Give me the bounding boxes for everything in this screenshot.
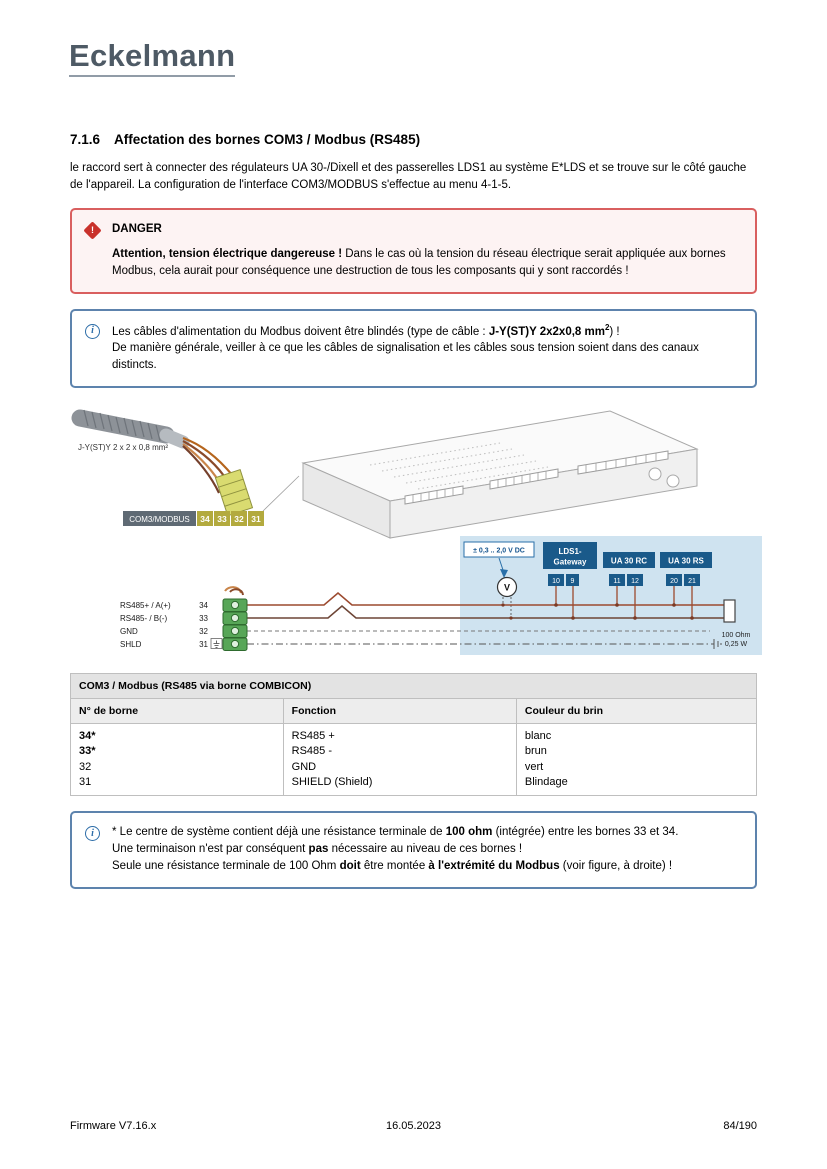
info-box-cable [70, 309, 757, 388]
svg-text:Gateway: Gateway [553, 557, 587, 567]
note-segment: Seule une résistance terminale de 100 Ohm [112, 859, 340, 872]
danger-icon-glyph: ! [91, 225, 94, 236]
section-number: 7.1.6 [70, 132, 101, 147]
signal-label-rs485-plus: RS485+ / A(+) [120, 600, 171, 610]
voltage-range-label [464, 542, 534, 557]
cell-line: 31 [79, 776, 92, 789]
signal-terminal-31: 31 [199, 639, 208, 649]
info-icon [85, 826, 100, 841]
note-bold: doit [339, 859, 361, 872]
note-segment: (intégrée) entre les bornes 33 et 34. [492, 826, 679, 839]
column-header-borne: N° de borne [71, 698, 284, 723]
table-caption: COM3 / Modbus (RS485 via borne COMBICON) [71, 673, 757, 698]
cell-line: RS485 + [291, 729, 335, 742]
table-body-row [71, 723, 757, 796]
signal-terminal-34: 34 [199, 600, 208, 610]
danger-text-body: Dans le cas où la tension du réseau électrique serait appliquée aux bornes Modbus, cela aurait pour conséquence une destruction de tous les composants qui y sont raccordés ! [112, 248, 726, 277]
com3-terminal-32: 32 [234, 513, 244, 524]
info-box-termination [70, 811, 757, 888]
cable-note-segment: Les câbles d'alimentation du Modbus doivent être blindés (type de câble : [112, 325, 489, 338]
wiring-diagram [70, 401, 762, 659]
note-bold: pas [308, 843, 329, 856]
com3-terminal-34: 34 [200, 513, 210, 524]
danger-text-lead: Attention, tension électrique dangereuse ! [112, 248, 343, 261]
resistor-power-label: 0,25 W [724, 640, 748, 648]
eckelmann-logo: Eckelmann [69, 40, 235, 77]
table-cell-borne [71, 723, 284, 796]
note-bold: à l'extrémité du Modbus [428, 859, 560, 872]
termination-note-text [112, 824, 741, 874]
com3-modbus-label: COM3/MODBUS [129, 514, 190, 524]
svg-text:21: 21 [688, 577, 696, 585]
cell-line: blanc [524, 729, 552, 742]
intro-paragraph: le raccord sert à connecter des régulateurs UA 30-/Dixell et des passerelles LDS1 au système E*LDS et se trouve sur le côté gauche de l'appareil. La configuration de l'interface COM3/MODBUS s'effectue au menu 4-1-5. [70, 162, 747, 191]
cable-type-bold: J-Y(ST)Y 2x2x0,8 mm [488, 325, 605, 338]
column-header-fonction: Fonction [283, 698, 516, 723]
signal-label-shld: SHLD [120, 639, 142, 649]
cable-note-text [112, 322, 741, 374]
cell-line: GND [291, 760, 317, 773]
shield-symbol-icon [211, 638, 222, 648]
signal-labels [120, 601, 209, 649]
svg-text:V: V [503, 582, 511, 593]
shielded-cable-illustration [80, 410, 252, 516]
signal-label-rs485-minus: RS485- / B(-) [120, 613, 168, 623]
cell-line: SHIELD (Shield) [291, 776, 373, 789]
footer-page-number: 84/190 [723, 1120, 757, 1132]
table-cell-couleur [516, 723, 756, 796]
com3-modbus-terminal-labels [123, 511, 264, 526]
page-content [70, 132, 757, 889]
cable-type-label: J-Y(ST)Y 2 x 2 x 0,8 mm² [78, 442, 169, 452]
svg-text:± 0,3 .. 2,0 V DC: ± 0,3 .. 2,0 V DC [473, 547, 525, 555]
note-segment: * Le centre de système contient déjà une résistance terminale de [112, 826, 446, 839]
svg-text:20: 20 [670, 577, 678, 585]
footer-firmware: Firmware V7.16.x [70, 1120, 157, 1132]
cell-line: RS485 - [291, 745, 333, 758]
combicon-terminal-block [223, 587, 247, 650]
danger-title: DANGER [112, 223, 162, 236]
com3-table [70, 673, 757, 797]
note-segment: (voir figure, à droite) ! [559, 859, 673, 872]
signal-label-gnd: GND [120, 626, 138, 636]
info-icon-glyph: i [91, 827, 94, 839]
footer-date: 16.05.2023 [385, 1120, 442, 1132]
svg-text:9: 9 [570, 577, 575, 585]
info-icon [85, 324, 100, 339]
wiring-diagram-figure [70, 401, 757, 664]
cell-line: Blindage [524, 776, 568, 789]
svg-text:12: 12 [631, 577, 639, 585]
signal-terminal-33: 33 [199, 613, 208, 623]
info-icon-glyph: i [91, 324, 94, 336]
device-isometric-drawing [263, 411, 697, 538]
cell-line: vert [524, 760, 544, 773]
signal-terminal-32: 32 [199, 626, 208, 636]
page-footer [70, 1120, 757, 1136]
cell-line: 33* [79, 745, 96, 758]
combicon-connector [215, 470, 252, 516]
cable-type-sup: 2 [604, 322, 610, 332]
section-heading [70, 132, 757, 147]
cell-line: 32 [79, 760, 92, 773]
voltmeter [498, 577, 517, 596]
svg-text:UA 30 RS: UA 30 RS [668, 556, 704, 566]
column-header-couleur: Couleur du brin [516, 698, 756, 723]
note-bold: 100 ohm [445, 826, 493, 839]
danger-box [70, 208, 757, 293]
danger-text [112, 246, 741, 280]
note-segment: être montée [360, 859, 429, 872]
note-segment: Une terminaison n'est par conséquent [112, 843, 309, 856]
com3-terminal-31: 31 [251, 513, 261, 524]
svg-text:UA 30 RC: UA 30 RC [610, 556, 648, 566]
svg-text:10: 10 [552, 577, 560, 585]
danger-icon [83, 222, 101, 240]
cell-line: 34* [79, 729, 96, 742]
cell-line: brun [524, 745, 547, 758]
com3-terminal-33: 33 [217, 513, 227, 524]
table-header-row [71, 698, 757, 723]
cable-note-segment: De manière générale, veiller à ce que les câbles de signalisation et les câbles sous tension soient dans des canaux distincts. [112, 342, 699, 372]
svg-text:LDS1-: LDS1- [558, 546, 582, 556]
resistor-value-label: 100 Ohm [721, 631, 751, 639]
table-caption-row [71, 673, 757, 698]
cable-note-segment: ) ! [609, 325, 620, 338]
svg-text:11: 11 [613, 577, 621, 585]
note-segment: nécessaire au niveau de ces bornes ! [328, 843, 523, 856]
table-cell-fonction [283, 723, 516, 796]
section-title: Affectation des bornes COM3 / Modbus (RS485) [114, 132, 421, 147]
